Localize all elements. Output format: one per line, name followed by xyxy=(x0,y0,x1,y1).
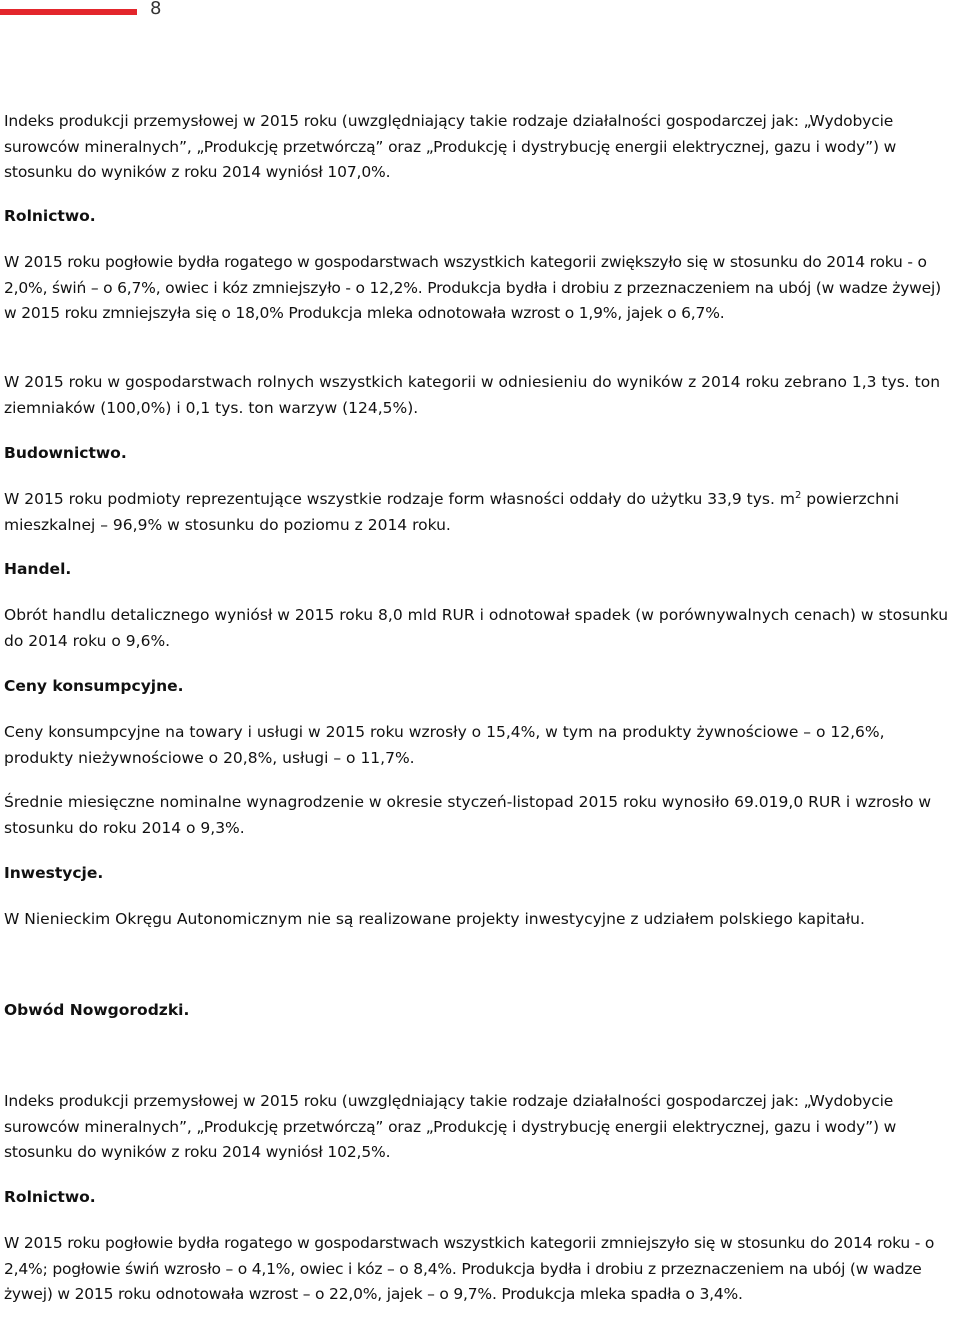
construction-text-a: W 2015 roku podmioty reprezentujące wszystkie rodzaje form własności oddały do użytku 33,9 tys. m xyxy=(4,490,795,508)
construction-text-b: powierzchni mieszkalnej – 96,9% w stosunku do poziomu z 2014 roku. xyxy=(4,490,900,534)
heading-budownictwo: Budownictwo. xyxy=(4,444,127,462)
paragraph-industrial-index-1: Indeks produkcji przemysłowej w 2015 roku (uwzględniający takie rodzaje działalności gospodarczej jak: „Wydobycie surowców mineralnych”, „Produkcję przetwórczą” oraz „Produkcję i dystrybucję energii elektrycznej, gazu i wody”) w stosunku do wyników z roku 2014 wyniósł 107,0%. xyxy=(4,112,897,181)
paragraph-investments: W Nienieckim Okręgu Autonomicznym nie są realizowane projekty inwestycyjne z udziałem polskiego kapitału. xyxy=(4,910,865,928)
heading-inwestycje: Inwestycje. xyxy=(4,864,104,882)
header-accent-bar xyxy=(0,9,137,15)
heading-handel: Handel. xyxy=(4,560,72,578)
heading-obwod-nowgorodzki: Obwód Nowgorodzki. xyxy=(4,1001,190,1019)
paragraph-livestock-2: W 2015 roku pogłowie bydła rogatego w gospodarstwach wszystkich kategorii zmniejszyło się w stosunku do 2014 roku - o 2,4%; pogłowie świń wzrosło – o 4,1%, owiec i kóz – o 8,4%. Produkcja bydła i drobiu z przeznaczeniem na ubój (w wadze żywej) w 2015 roku odnotowała wzrost – o 22,0%, jajek – o 9,7%. Produkcja mleka spadła o 3,4%. xyxy=(4,1234,935,1303)
paragraph-industrial-index-2: Indeks produkcji przemysłowej w 2015 roku (uwzględniający takie rodzaje działalności gospodarczej jak: „Wydobycie surowców mineralnych”, „Produkcję przetwórczą” oraz „Produkcję i dystrybucję energii elektrycznej, gazu i wody”) w stosunku do wyników z roku 2014 wyniósł 102,5%. xyxy=(4,1092,897,1161)
paragraph-retail: Obrót handlu detalicznego wyniósł w 2015 roku 8,0 mld RUR i odnotował spadek (w porównywalnych cenach) w stosunku do 2014 roku o 9,6%. xyxy=(4,606,949,650)
paragraph-harvest: W 2015 roku w gospodarstwach rolnych wszystkich kategorii w odniesieniu do wyników z 2014 roku zebrano 1,3 tys. ton ziemniaków (100,0%) i 0,1 tys. ton warzyw (124,5%). xyxy=(4,373,941,417)
page-number: 8 xyxy=(150,0,162,19)
heading-rolnictwo-1: Rolnictwo. xyxy=(4,207,96,225)
paragraph-livestock-1: W 2015 roku pogłowie bydła rogatego w gospodarstwach wszystkich kategorii zwiększyło się w stosunku do 2014 roku - o 2,0%, świń – o 6,7%, owiec i kóz zmniejszyło - o 12,2%. Produkcja bydła i drobiu z przeznaczeniem na ubój (w wadze żywej) w 2015 roku zmniejszyła się o 18,0% Produkcja mleka odnotowała wzrost o 1,9%, jajek o 6,7%. xyxy=(4,253,941,322)
superscript-2: 2 xyxy=(794,490,802,501)
paragraph-wages: Średnie miesięczne nominalne wynagrodzenie w okresie styczeń-listopad 2015 roku wynosiło 69.019,0 RUR i wzrosło w stosunku do roku 2014 o 9,3%. xyxy=(4,793,932,837)
page-header xyxy=(0,0,960,30)
paragraph-consumer-prices: Ceny konsumpcyjne na towary i usługi w 2015 roku wzrosły o 15,4%, w tym na produkty żywnościowe – o 12,6%, produkty nieżywnościowe o 20,8%, usługi – o 11,7%. xyxy=(4,723,885,767)
heading-rolnictwo-2: Rolnictwo. xyxy=(4,1188,96,1206)
paragraph-construction xyxy=(4,487,958,538)
heading-ceny: Ceny konsumpcyjne. xyxy=(4,677,184,695)
